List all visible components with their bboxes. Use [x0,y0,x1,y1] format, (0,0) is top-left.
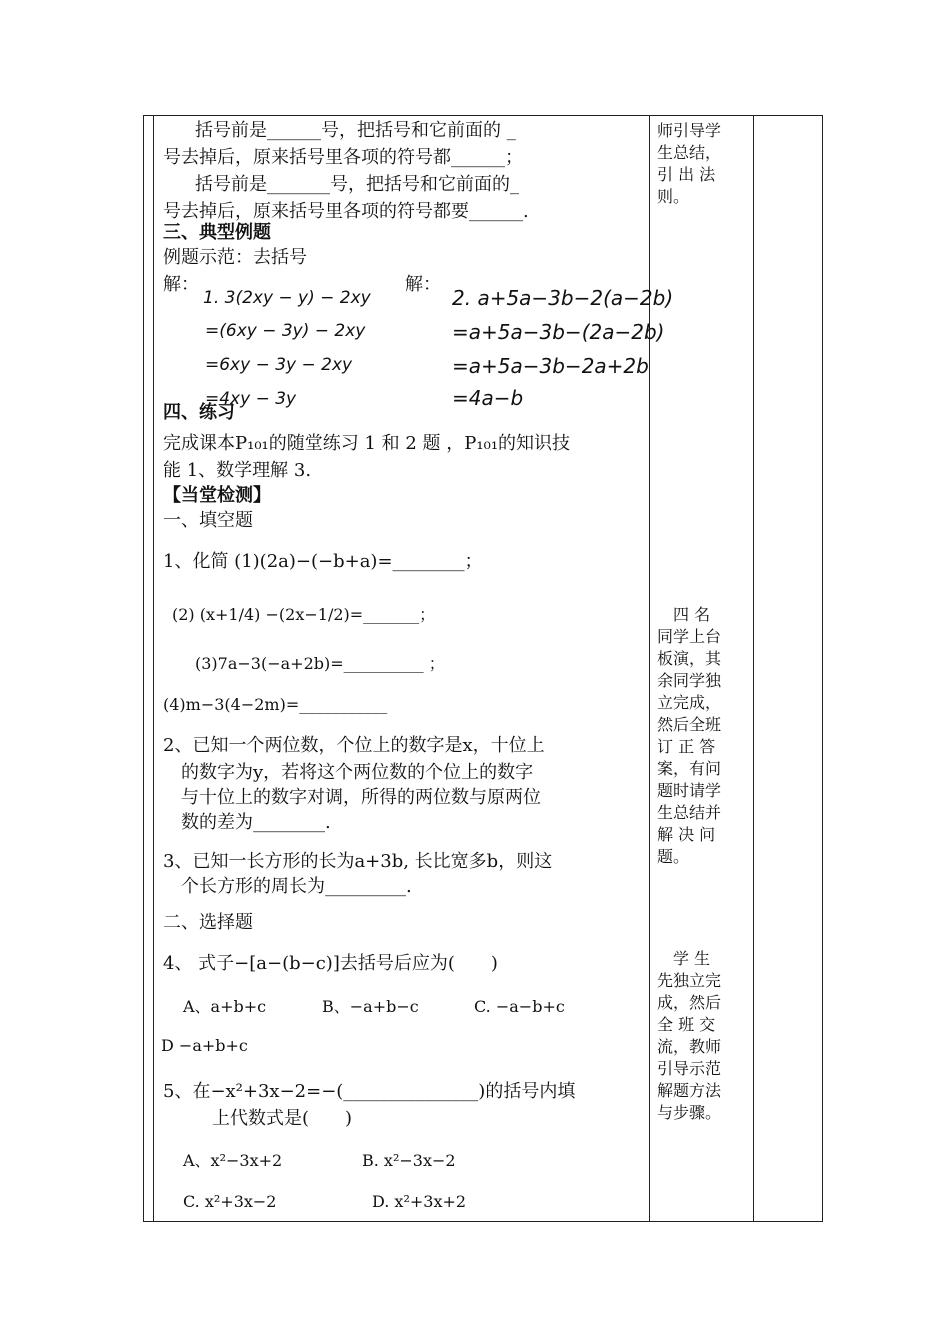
question-1-part-2: (2) (x+1/4) −(2x−1/2)=_______； [172,605,436,624]
in-class-check-heading: 【当堂检测】 [163,485,271,506]
question-1-part-3: (3)7a−3(−a+2b)=__________ ； [195,654,445,673]
teacher-note-1: 师引导学 生总结， 引 出 法 则。 [657,121,722,206]
example-1-step-1: 1. 3(2xy − y) − 2xy [203,288,371,308]
question-4-option-a: A、a+b+c [183,997,267,1016]
question-5-option-c: C. x²+3x−2 [183,1192,277,1211]
teacher-note-3: 学 生 先独立完 成，然后 全 班 交 流，教师 引导示范 解题方法 与步骤。 [657,949,722,1122]
question-2-line-3: 与十位上的数字对调，所得的两位数与原两位 [181,787,541,808]
question-4-option-c: C. −a−b+c [474,997,565,1016]
rule-line-2: 号去掉后，原来括号里各项的符号都______； [163,147,523,168]
question-1-part-4: (4)m−3(4−2m)=___________ [163,695,388,714]
question-3-line-1: 3、已知一长方形的长为a+3b, 长比宽多b，则这 [163,851,553,872]
example-2-step-2: =a+5a−3b−(2a−2b) [452,320,665,344]
question-4-option-b: B、−a+b−c [322,997,419,1016]
rule-line-4: 号去掉后，原来括号里各项的符号都要______. [163,201,529,222]
example-1-step-4: =4xy − 3y [205,389,297,409]
solution-label-1: 解： [163,274,199,295]
solution-label-2: 解： [405,274,441,295]
example-2-step-3: =a+5a−3b−2a+2b [452,354,649,378]
question-3-line-2: 个长方形的周长为_________. [181,876,412,897]
question-4-option-d: D −a+b+c [161,1036,248,1055]
question-2-line-1: 2、已知一个两位数，个位上的数字是x，十位上 [163,735,545,756]
question-2-line-4: 数的差为________. [181,812,331,833]
practice-line-1: 完成课本P₁₀₁的随堂练习 1 和 2 题 ，P₁₀₁的知识技 [163,433,571,454]
example-1-step-3: =6xy − 3y − 2xy [205,355,353,375]
question-1-part-1: 1、化简 (1)(2a)−(−b+a)=________； [163,551,483,572]
practice-line-2: 能 1、数学理解 3. [163,460,312,481]
question-2-line-2: 的数字为y，若将这个两位数的个位上的数字 [181,762,534,783]
question-5-line-1: 5、在−x²+3x−2=−(_______________)的括号内填 [163,1081,576,1102]
question-5-option-b: B. x²−3x−2 [362,1151,456,1170]
fill-blank-heading: 一、填空题 [163,510,253,531]
column-divider-left [153,115,154,1222]
choice-heading: 二、选择题 [163,912,253,933]
example-1-step-2: =(6xy − 3y) − 2xy [205,321,366,341]
rule-line-1: 括号前是______号，把括号和它前面的 _ [195,120,516,141]
example-2-step-4: =4a−b [452,386,524,410]
question-5-option-a: A、x²−3x+2 [183,1151,283,1170]
example-2-step-1: 2. a+5a−3b−2(a−2b) [452,286,674,310]
question-4: 4、 式子−[a−(b−c)]去括号后应为( ) [163,953,498,974]
rule-line-3: 括号前是_______号，把括号和它前面的_ [195,174,519,195]
column-divider-notes [649,115,650,1222]
section-3-heading: 三、典型例题 [163,222,271,243]
question-5-line-2: 上代数式是( ) [212,1108,353,1129]
question-5-option-d: D. x²+3x+2 [372,1192,467,1211]
column-divider-right [753,115,754,1222]
section-4-heading: 四、练习 [163,402,235,423]
teacher-note-2: 四 名 同学上台 板演，其 余同学独 立完成， 然后全班 订 正 答 案，有问 题时请学 生总结并 解 决 问 题。 [657,605,722,866]
example-intro: 例题示范：去括号 [163,247,307,268]
